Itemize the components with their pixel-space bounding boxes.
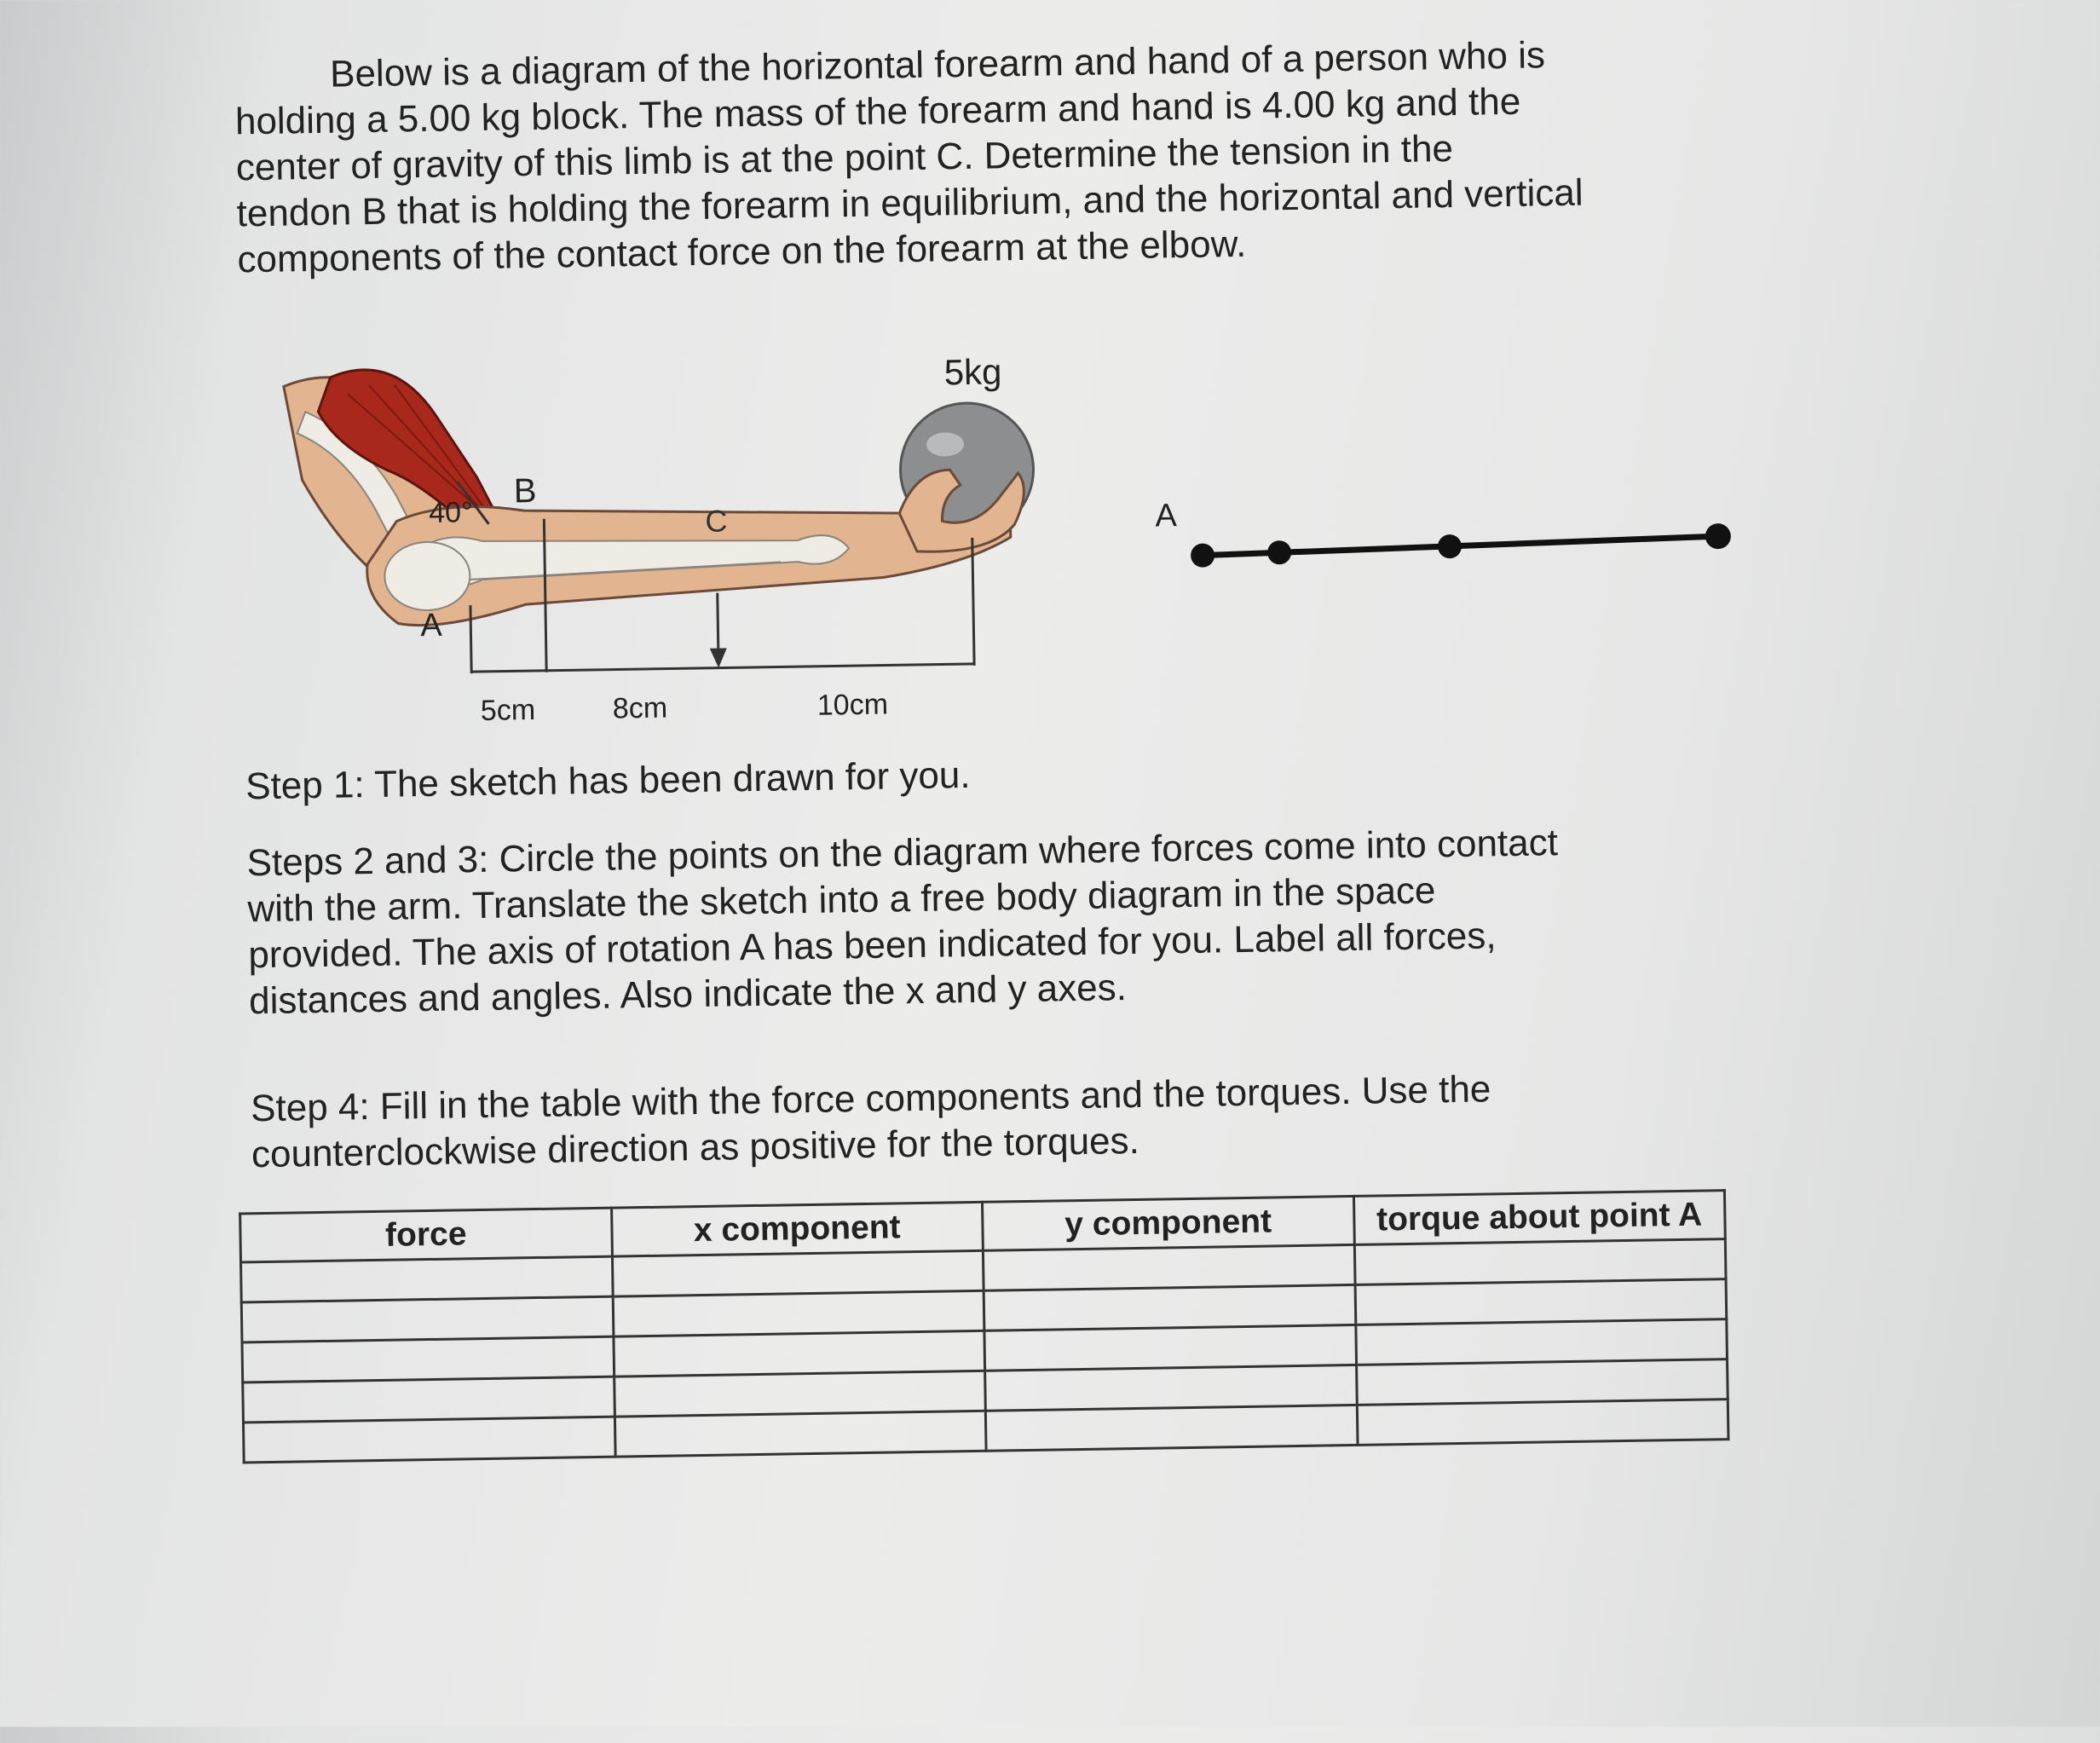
point-a-label: A (419, 607, 442, 644)
table-cell[interactable] (243, 1417, 614, 1463)
fbd-point-c (1438, 534, 1462, 558)
elbow-joint (384, 541, 470, 611)
step-23-line: provided. The axis of rotation A has been indicated for you. Label all forces, (247, 915, 1497, 977)
table-cell[interactable] (613, 1330, 984, 1377)
table-cell[interactable] (243, 1377, 614, 1423)
dist-5cm-label: 5cm (480, 693, 536, 727)
table-cell[interactable] (984, 1325, 1356, 1371)
axis-a-label: A (1155, 498, 1178, 534)
table-body (241, 1239, 1728, 1463)
dist-10cm-label: 10cm (816, 688, 889, 722)
table-cell[interactable] (1356, 1359, 1728, 1405)
table-cell[interactable] (1355, 1319, 1727, 1365)
forearm-diagram (266, 340, 1073, 745)
problem-line: tendon B that is holding the forearm in equilibrium, and the horizontal and vertical (236, 171, 1584, 235)
fbd-point-b (1267, 540, 1291, 564)
step-23-line: distances and angles. Also indicate the x and y axes. (248, 967, 1128, 1023)
table-cell[interactable] (242, 1336, 614, 1382)
table-cell[interactable] (1354, 1239, 1726, 1285)
table-cell[interactable] (983, 1244, 1354, 1290)
table-cell[interactable] (612, 1250, 984, 1296)
header-torque: torque about point A (1353, 1191, 1725, 1245)
table-cell[interactable] (985, 1365, 1357, 1411)
problem-statement (234, 32, 1584, 284)
header-force: force (240, 1208, 612, 1262)
table-cell[interactable] (614, 1411, 986, 1457)
table-cell[interactable] (984, 1284, 1355, 1330)
point-c-label: C (705, 503, 728, 539)
fbd-point-mass (1705, 523, 1731, 549)
force-torque-table (239, 1189, 1729, 1463)
table-cell[interactable] (1357, 1400, 1728, 1446)
step-1 (245, 753, 971, 810)
free-body-diagram-space (1146, 483, 1745, 595)
problem-line: holding a 5.00 kg block. The mass of the forearm and hand is 4.00 kg and the (234, 80, 1521, 143)
table-cell[interactable] (613, 1290, 984, 1336)
header-y-component: y component (983, 1196, 1354, 1250)
fbd-point-a (1191, 543, 1214, 567)
header-x-component: x component (611, 1202, 983, 1256)
mass-label: 5kg (943, 351, 1002, 393)
problem-line: components of the contact force on the forearm at the elbow. (237, 222, 1247, 281)
step-4-line: counterclockwise direction as positive for the torques. (251, 1119, 1140, 1176)
step-4 (251, 1066, 1492, 1178)
dist-8cm-label: 8cm (612, 691, 668, 725)
step-23-line: Steps 2 and 3: Circle the points on the diagram where forces come into contact (246, 822, 1559, 885)
table-cell[interactable] (241, 1296, 613, 1342)
problem-line: center of gravity of this limb is at the point C. Determine the tension in the (235, 127, 1454, 189)
table-cell[interactable] (241, 1256, 613, 1302)
angle-label: 40° (428, 496, 473, 529)
step-1-text: Step 1: The sketch has been drawn for you. (245, 753, 971, 808)
step-23-line: with the arm. Translate the sketch into a free body diagram in the space (247, 869, 1436, 931)
problem-line: Below is a diagram of the horizontal forearm and hand of a person who is (329, 34, 1546, 95)
steps-2-3 (246, 820, 1561, 1024)
step-4-line: Step 4: Fill in the table with the force components and the torques. Use the (250, 1068, 1491, 1130)
point-b-label: B (513, 471, 537, 511)
table-cell[interactable] (985, 1405, 1357, 1451)
table-cell[interactable] (614, 1371, 985, 1417)
table-cell[interactable] (1355, 1279, 1727, 1325)
